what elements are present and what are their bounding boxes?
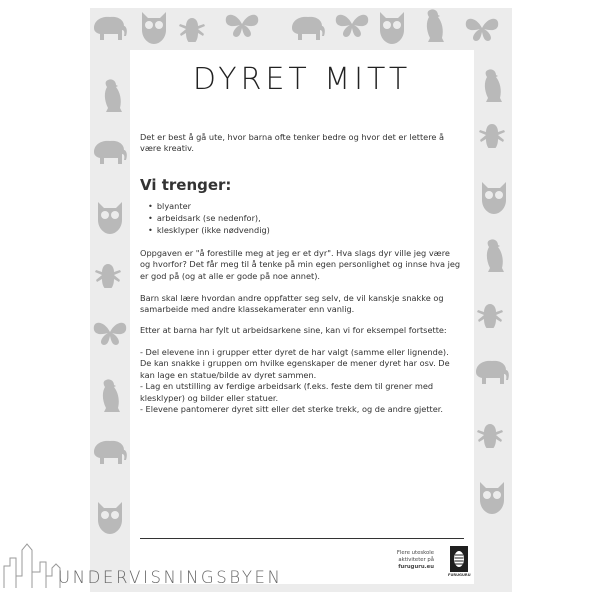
brand-name: UNDERVISNINGSBYEN — [58, 568, 283, 587]
penguin-icon — [420, 8, 450, 44]
beetle-icon — [474, 418, 512, 448]
beetle-icon — [476, 118, 512, 148]
intro-text: Det er best å gå ute, hvor barna ofte tenker bedre og hvor det er lettere å være kreativ. — [140, 132, 445, 154]
owl-icon — [136, 8, 172, 44]
discuss-text: Barn skal lære hvordan andre oppfatter seg selv, de vil kanskje snakke og samarbeide med andre klassekamerater enn vanlig. — [140, 293, 444, 315]
elephant-icon — [288, 14, 326, 44]
owl-icon — [92, 198, 128, 234]
list-item: • arbeidsark (se nedenfor), — [148, 212, 270, 224]
penguin-icon — [98, 78, 128, 114]
list-item: • blyanter — [148, 200, 270, 212]
footer-divider — [140, 538, 464, 539]
task-text: Oppgaven er "å forestille meg at jeg er et dyr". Hva slags dyr ville jeg være og hvorfor? Det får meg til å tenke på min egen personlighet og innse hva jeg er god på (og at alle er gode på noe annet). — [140, 248, 461, 281]
owl-icon — [92, 498, 128, 534]
furuguru-logo: FURUGURU — [450, 546, 468, 572]
beetle-icon — [474, 298, 512, 328]
footer-link[interactable]: furuguru.eu — [398, 564, 434, 570]
worksheet-content — [130, 50, 474, 528]
pinecone-icon — [450, 546, 468, 572]
list-item: • klesklyper (ikke nødvendig) — [148, 224, 270, 236]
elephant-icon — [90, 14, 128, 48]
owl-icon — [474, 478, 510, 514]
butterfly-icon — [462, 14, 502, 44]
elephant-icon — [472, 358, 510, 392]
butterfly-icon — [222, 10, 262, 40]
beetle-icon — [176, 12, 214, 42]
steps-text: - Del elevene inn i grupper etter dyret de har valgt (samme eller lignende). De kan snakke i gruppen om hvilke egenskaper de mener dyret har osv. De kan lage en statue/bilde av dyret sammen. - Lag en utstilling av ferdige arbeidsark (f.eks. feste dem til grener med klesklyper) og bilder eller statuer. - Elevene pantomerer dyret sitt eller det sterke trekk, og de andre gjetter. — [140, 347, 450, 415]
butterfly-icon — [332, 10, 372, 40]
beetle-icon — [92, 258, 130, 288]
penguin-icon — [480, 238, 510, 274]
footer-text: Flere uteskole aktiviteter på furuguru.eu — [378, 550, 434, 571]
elephant-icon — [90, 138, 128, 172]
page-title: DYRET MITT — [192, 62, 412, 97]
elephant-icon — [90, 438, 128, 472]
penguin-icon — [96, 378, 126, 414]
penguin-icon — [478, 68, 508, 104]
needs-list — [148, 200, 270, 236]
owl-icon — [476, 178, 512, 214]
needs-heading: Vi trenger: — [140, 176, 232, 194]
after-text: Etter at barna har fylt ut arbeidsarkene sine, kan vi for eksempel fortsette: — [140, 325, 447, 335]
butterfly-icon — [90, 318, 130, 348]
owl-icon — [374, 8, 410, 44]
